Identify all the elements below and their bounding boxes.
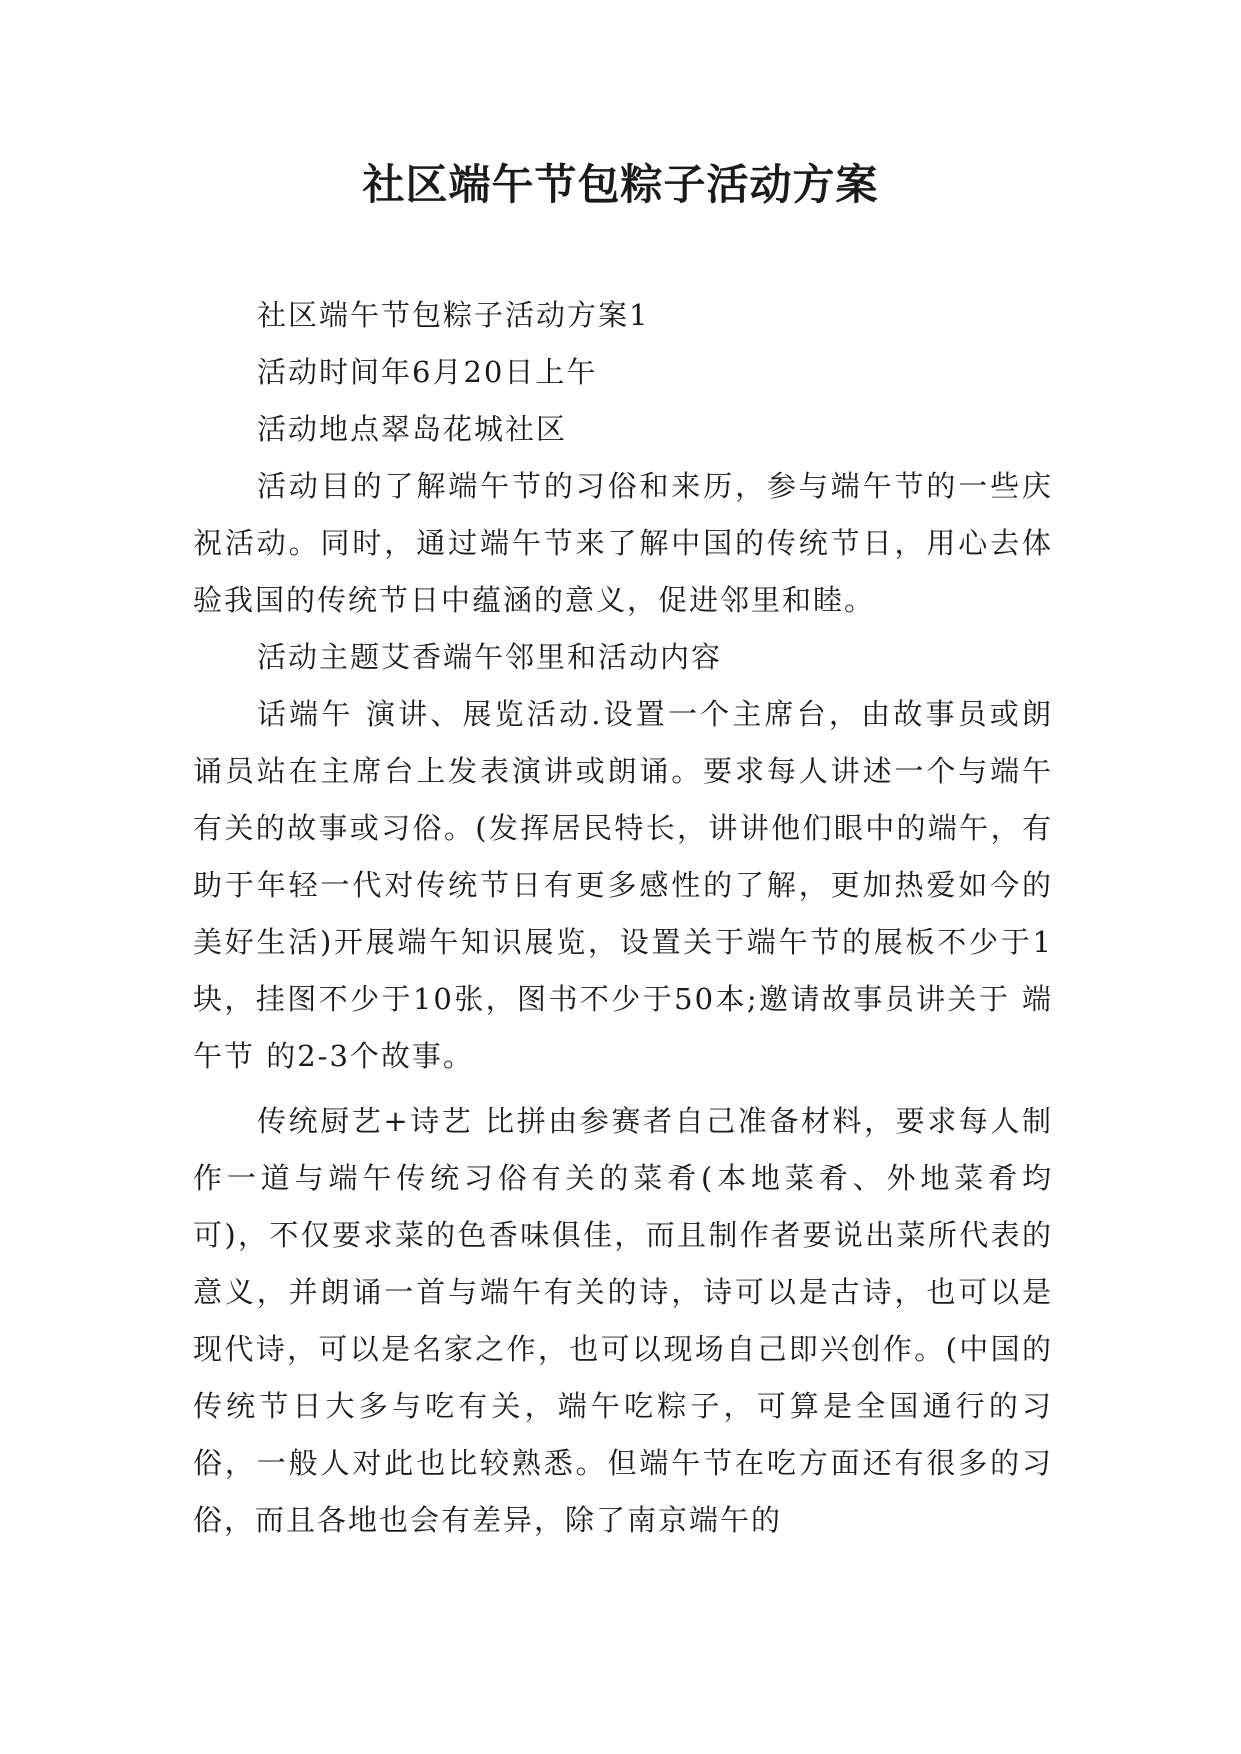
paragraph-cooking-poetry: 传统厨艺+诗艺 比拼由参赛者自己准备材料，要求每人制作一道与端午传统习俗有关的菜肴(本地菜肴、外地菜肴均可)，不仅要求菜的色香味俱佳，而且制作者要说出菜所代表的意义，并朗诵一首与端午有关的诗，诗可以是古诗，也可以是现代诗，可以是名家之作，也可以现场自己即兴创作。(中国的传统节日大多与吃有关，端午吃粽子，可算是全国通行的习俗，一般人对此也比较熟悉。但端午节在吃方面还有很多的习俗，而且各地也会有差异，除了南京端午的 — [193, 1104, 1053, 1537]
paragraph-theme: 活动主题艾香端午邻里和活动内容 — [257, 640, 723, 674]
document-title: 社区端午节包粽子活动方案 — [362, 160, 879, 209]
document-body — [193, 287, 1053, 1549]
paragraph-time: 活动时间年6月20日上午 — [257, 355, 598, 389]
paragraph-location: 活动地点翠岛花城社区 — [257, 412, 568, 446]
paragraph-purpose: 活动目的了解端午节的习俗和来历，参与端午节的一些庆祝活动。同时，通过端午节来了解中国的传统节日，用心去体验我国的传统节日中蕴涵的意义，促进邻里和睦。 — [193, 469, 1053, 617]
paragraph-heading: 社区端午节包粽子活动方案1 — [257, 298, 650, 332]
paragraph-talk-duanwu: 话端午 演讲、展览活动.设置一个主席台，由故事员或朗诵员站在主席台上发表演讲或朗诵。要求每人讲述一个与端午有关的故事或习俗。(发挥居民特长，讲讲他们眼中的端午，有助于年轻一代对传统节日有更多感性的了解，更加热爱如今的美好生活)开展端午知识展览，设置关于端午节的展板不少于1块，挂图不少于10张，图书不少于50本;邀请故事员讲关于 端午节 的2-3个故事。 — [193, 697, 1053, 1073]
